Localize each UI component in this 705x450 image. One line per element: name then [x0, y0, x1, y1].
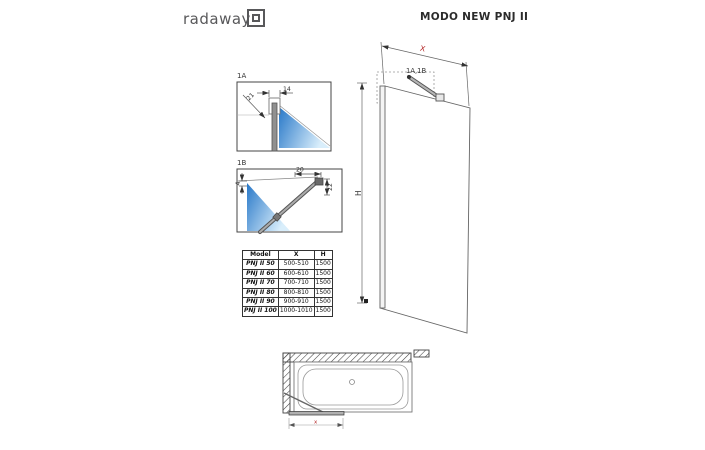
detail-1a-drawing — [235, 68, 335, 154]
model-cell: PNJ II 100 — [244, 307, 277, 315]
elevation-drawing — [350, 38, 482, 343]
table-row — [243, 260, 333, 269]
table-row — [243, 279, 333, 288]
x-cell: 500-510 — [278, 260, 314, 269]
h-cell: 1500 — [315, 288, 331, 296]
wall-profile-1a — [272, 103, 277, 151]
table-row — [243, 288, 333, 297]
glass-screen — [364, 75, 470, 333]
bathtub-rim — [298, 365, 408, 409]
table-row — [243, 269, 333, 278]
table-row — [243, 307, 333, 316]
width-dim-label: X — [419, 43, 427, 54]
top-view-drawing — [281, 348, 431, 440]
radaway-logo-icon-inner-square — [252, 14, 260, 22]
h-cell: 1500 — [315, 269, 331, 277]
detail-1b-geometry — [237, 177, 323, 232]
base-anchor — [364, 299, 368, 303]
dim-14-label: 14 — [283, 86, 291, 93]
x-cell: 800-810 — [278, 288, 314, 297]
model-cell: PNJ II 70 — [243, 279, 279, 288]
drain-icon — [350, 380, 355, 385]
model-cell: PNJ II 60 — [243, 269, 279, 278]
col-header-h: H — [314, 251, 332, 260]
detail-1a-geometry — [237, 98, 330, 151]
h-cell: 1500 — [315, 279, 331, 287]
x-cell: 1000-1010 — [279, 307, 313, 315]
spec-table — [242, 250, 333, 317]
page-title: MODO NEW PNJ II — [420, 11, 529, 23]
model-cell: PNJ II 50 — [243, 260, 279, 269]
dim-22-label: 22 — [327, 183, 334, 191]
detail-ref-label: 1A,1B — [406, 67, 427, 75]
top-view-width-label: x — [314, 419, 318, 426]
height-dim-label: H — [354, 190, 363, 196]
dim-4-label: 4 — [235, 181, 242, 186]
dim-20-label: 20 — [296, 166, 304, 174]
detail-1a-label: 1A — [237, 72, 247, 80]
support-bracket — [436, 94, 444, 101]
dim-21-label: 21 — [245, 91, 256, 103]
radaway-logo-icon — [247, 9, 265, 27]
table-header-row — [243, 251, 333, 260]
detail-1b-label: 1B — [237, 159, 247, 167]
glass-panel — [380, 86, 470, 333]
model-cell: PNJ II 80 — [243, 288, 279, 297]
model-cell: PNJ II 90 — [243, 298, 279, 307]
x-cell: 900-910 — [278, 298, 314, 307]
x-cell: 700-710 — [278, 279, 314, 288]
h-cell: 1500 — [315, 307, 331, 315]
detail-ref-dot — [407, 75, 411, 79]
x-cell: 600-610 — [278, 269, 314, 278]
h-cell: 1500 — [315, 298, 331, 306]
radaway-logo-text: radaway — [183, 10, 251, 28]
table-row — [243, 298, 333, 307]
wall-profile — [380, 86, 385, 308]
detail-1b-drawing — [235, 155, 345, 237]
col-header-x: X — [278, 251, 314, 260]
h-cell: 1500 — [315, 260, 331, 268]
bathtub — [294, 362, 412, 412]
ceiling-bracket-1b — [315, 178, 323, 185]
glass-top-view — [289, 412, 344, 416]
col-header-model: Model — [243, 251, 279, 260]
glass-section-1a — [279, 107, 330, 148]
